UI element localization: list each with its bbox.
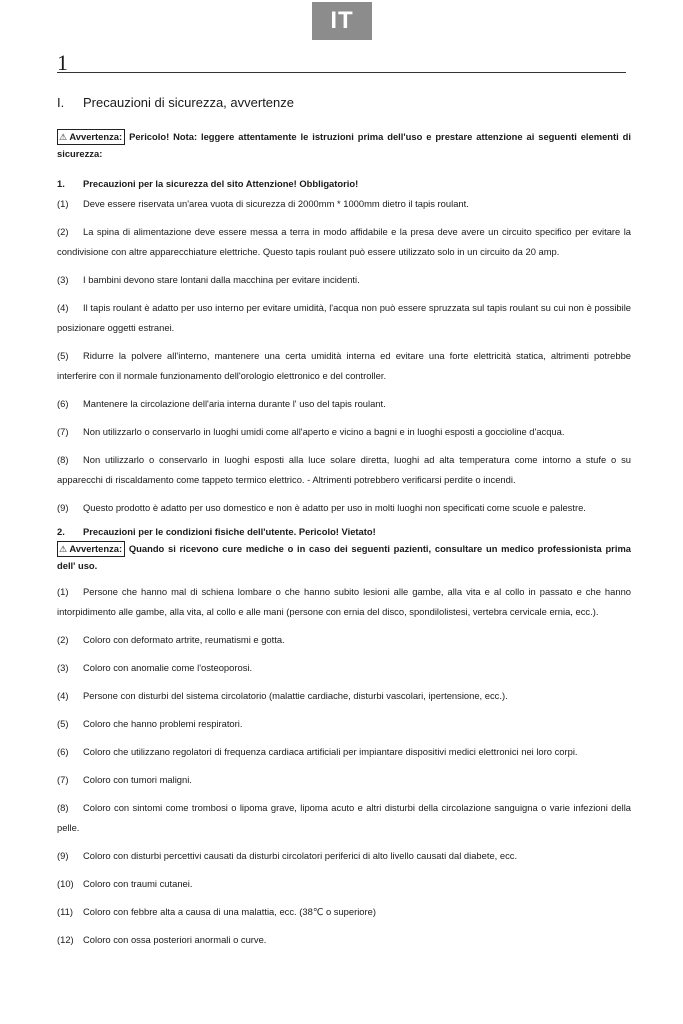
list-item [57,874,631,894]
subsection-1-list [57,194,631,518]
item-number: (2) [57,634,69,645]
item-text: Coloro con deformato artrite, reumatismi e gotta. [83,634,285,645]
item-text: Mantenere la circolazione dell'aria interna durante l' uso del tapis roulant. [83,398,386,409]
list-item [57,394,631,414]
list-item [57,422,631,442]
list-item [57,846,631,866]
list-item [57,450,631,490]
subsection-number: 2. [57,526,65,537]
warning-label: Avvertenza: [69,131,123,142]
list-item [57,770,631,790]
list-item [57,498,631,518]
item-text: I bambini devono stare lontani dalla macchina per evitare incidenti. [83,274,360,285]
item-text: Questo prodotto è adatto per uso domestico e non è adatto per uso in molti luoghi non specificati come scuole e palestre. [83,502,586,513]
item-text: Coloro con tumori maligni. [83,774,192,785]
list-item [57,222,631,262]
item-number: (1) [57,198,69,209]
language-badge: IT [312,2,372,40]
subsection-title: Precauzioni per la sicurezza del sito Attenzione! Obbligatorio! [83,178,359,189]
item-text: Coloro che utilizzano regolatori di frequenza cardiaca artificiali per impiantare dispositivi medici elettronici nei loro corpi. [83,746,578,757]
list-item [57,582,631,622]
subsection-2-warning [57,540,631,574]
item-text: Il tapis roulant è adatto per uso interno per evitare umidità, l'acqua non può essere spruzzata sul tapis roulant su cui non è possibile posizionare oggetti estranei. [57,302,631,333]
warning-label-box [57,541,125,557]
item-number: (7) [57,426,69,437]
list-item [57,930,631,950]
list-item [57,902,631,922]
item-number: (3) [57,274,69,285]
item-number: (2) [57,226,69,237]
list-item [57,346,631,386]
subsection-2-heading [57,524,631,540]
subsection-1-heading [57,176,631,192]
item-text: Coloro con anomalie come l'osteoporosi. [83,662,253,673]
item-text: Persone che hanno mal di schiena lombare o che hanno subito lesioni alle gambe, alla vita e al collo in passato e che hanno intorpidimento alle gambe, alla vita, al collo e alle mani (persone con ernia del disco, spondilolistesi, vertebra cervicale ernia, ecc.). [57,586,631,617]
item-number: (5) [57,718,69,729]
item-number: (4) [57,690,69,701]
item-text: La spina di alimentazione deve essere messa a terra in modo affidabile e la presa deve avere un circuito specifico per evitare la condivisione con altre apparecchiature elettriche. Questo tapis roulant può essere utilizzato solo in un circuito da 20 amp. [57,226,631,257]
warning-triangle-icon: ⚠ [59,132,68,142]
list-item [57,194,631,214]
subsection-2-list [57,582,631,950]
list-item [57,630,631,650]
item-number: (4) [57,302,69,313]
item-number: (3) [57,662,69,673]
warning-triangle-icon: ⚠ [59,544,68,554]
list-item [57,686,631,706]
item-number: (6) [57,746,69,757]
subsection-number: 1. [57,178,65,189]
list-item [57,742,631,762]
section-title-text: Precauzioni di sicurezza, avvertenze [83,95,294,110]
item-number: (6) [57,398,69,409]
item-number: (8) [57,802,69,813]
item-text: Coloro con ossa posteriori anormali o curve. [83,934,267,945]
section-number: I. [57,95,65,110]
warning-text: Pericolo! Nota: leggere attentamente le istruzioni prima dell'uso e prestare attenzione ai seguenti elementi di sicurezza: [57,131,631,159]
section-title [57,95,631,110]
list-item [57,270,631,290]
warning-label-box [57,129,125,145]
warning-text: Quando si ricevono cure mediche o in caso dei seguenti pazienti, consultare un medico professionista prima dell' uso. [57,543,631,571]
document-body [57,95,631,958]
warning-label: Avvertenza: [69,543,123,554]
item-text: Coloro con disturbi percettivi causati da disturbi circolatori periferici di alto livello causati dal diabete, ecc. [83,850,518,861]
subsection-title: Precauzioni per le condizioni fisiche dell'utente. Pericolo! Vietato! [83,526,376,537]
item-text: Ridurre la polvere all'interno, mantenere una certa umidità interna ed evitare una forte elettricità statica, altrimenti potrebbe interferire con il normale funzionamento dell'orologio elettronico e del controller. [57,350,631,381]
item-text: Non utilizzarlo o conservarlo in luoghi esposti alla luce solare diretta, luoghi ad alta temperatura come intorno a stufe o su apparecchi di riscaldamento come tappeto termico elettrico. - Altrimenti potrebbero verificarsi perdite o incendi. [57,454,631,485]
intro-warning [57,128,631,162]
list-item [57,298,631,338]
item-number: (9) [57,850,69,861]
item-text: Deve essere riservata un'area vuota di sicurezza di 2000mm * 1000mm dietro il tapis roulant. [83,198,469,209]
item-number: (8) [57,454,69,465]
item-text: Coloro con traumi cutanei. [83,878,193,889]
item-number: (9) [57,502,69,513]
list-item [57,658,631,678]
item-text: Coloro con febbre alta a causa di una malattia, ecc. (38℃ o superiore) [83,906,376,917]
item-number: (10) [57,878,74,889]
item-number: (11) [57,906,73,917]
header-rule [57,72,626,73]
item-text: Coloro con sintomi come trombosi o lipoma grave, lipoma acuto e altri disturbi della circolazione sanguigna o varie infezioni della pelle. [57,802,631,833]
item-number: (12) [57,934,74,945]
list-item [57,714,631,734]
item-text: Coloro che hanno problemi respiratori. [83,718,243,729]
item-number: (5) [57,350,69,361]
item-number: (1) [57,586,69,597]
item-text: Persone con disturbi del sistema circolatorio (malattie cardiache, disturbi vascolari, ipertensione, ecc.). [83,690,508,701]
item-number: (7) [57,774,69,785]
page-number: 1 [57,50,68,75]
list-item [57,798,631,838]
item-text: Non utilizzarlo o conservarlo in luoghi umidi come all'aperto e vicino a bagni e in luoghi esposti a goccioline d'acqua. [83,426,565,437]
